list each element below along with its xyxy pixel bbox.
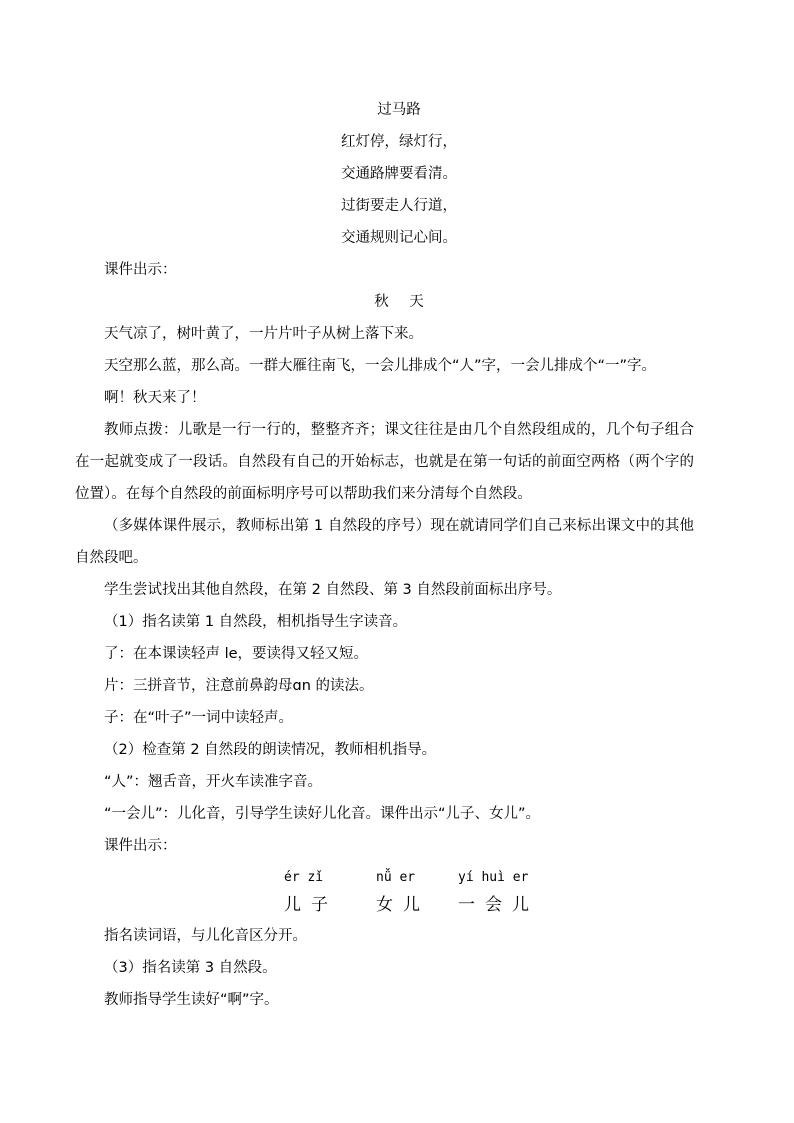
note-pian: 片：三拼音节，注意前鼻韵母ɑn 的读法。 bbox=[104, 678, 374, 694]
hanzi-cell: 儿子 bbox=[284, 895, 338, 915]
poem-line: 过街要走人行道， bbox=[341, 198, 457, 214]
courseware-label: 课件出示： bbox=[104, 262, 177, 278]
step-2: （2）检查第 2 自然段的朗读情况，教师相机指导。 bbox=[104, 742, 437, 758]
step-1: （1）指名读第 1 自然段，相机指导生字读音。 bbox=[104, 614, 408, 630]
teacher-hint-paragraph: 教师点拨：儿歌是一行一行的，整整齐齐；课文往往是由几个自然段组成的，几个句子组合在一起就变成了一段话。自然段有自己的开始标志，也就是在第一句话的前面空两格（两个字的位置）。在每个自然段的前面标明序号可以帮助我们来分清每个自然段。 bbox=[75, 422, 694, 502]
hanzi-row bbox=[284, 890, 694, 920]
poem-line: 红灯停，绿灯行， bbox=[341, 134, 457, 150]
pinyin-cell: nǚ er bbox=[376, 870, 416, 885]
hanzi-cell: 女儿 bbox=[376, 895, 430, 915]
note-zi: 子：在“叶子”一词中读轻声。 bbox=[104, 710, 294, 726]
lesson-paragraph: 天气凉了，树叶黄了，一片片叶子从树上落下来。 bbox=[104, 326, 423, 342]
poem-line: 交通规则记心间。 bbox=[341, 230, 457, 246]
poem-title: 过马路 bbox=[377, 102, 421, 118]
lesson-title: 秋 天 bbox=[374, 294, 432, 310]
note-ren: “人”：翘舌音，开火车读准字音。 bbox=[104, 774, 323, 790]
poem-line: 交通路牌要看清。 bbox=[341, 166, 457, 182]
pinyin-word-table bbox=[284, 866, 694, 920]
step-3: （3）指名读第 3 自然段。 bbox=[104, 960, 277, 976]
student-try-line: 学生尝试找出其他自然段，在第 2 自然段、第 3 自然段前面标出序号。 bbox=[104, 582, 562, 598]
pinyin-cell: ér zǐ bbox=[284, 870, 324, 885]
document-body bbox=[75, 94, 694, 1016]
courseware-label: 课件出示： bbox=[104, 838, 177, 854]
read-words-line: 指名读词语，与儿化音区分开。 bbox=[104, 928, 307, 944]
hanzi-cell: 一会儿 bbox=[458, 895, 539, 915]
note-yihuier: “一会儿”：儿化音，引导学生读好儿化音。课件出示“儿子、女儿”。 bbox=[104, 806, 541, 822]
lesson-paragraph: 啊！秋天来了！ bbox=[104, 390, 206, 406]
lesson-paragraph: 天空那么蓝，那么高。一群大雁往南飞，一会儿排成个“人”字，一会儿排成个“一”字。 bbox=[104, 358, 657, 374]
pinyin-cell: yí huì er bbox=[458, 870, 529, 885]
note-le: 了：在本课读轻声 le，要读得又轻又短。 bbox=[104, 646, 369, 662]
multimedia-paragraph: （多媒体课件展示，教师标出第 1 自然段的序号）现在就请同学们自己来标出课文中的其他自然段吧。 bbox=[75, 518, 694, 566]
teacher-a-line: 教师指导学生读好“啊”字。 bbox=[104, 992, 279, 1008]
pinyin-row bbox=[284, 866, 694, 890]
